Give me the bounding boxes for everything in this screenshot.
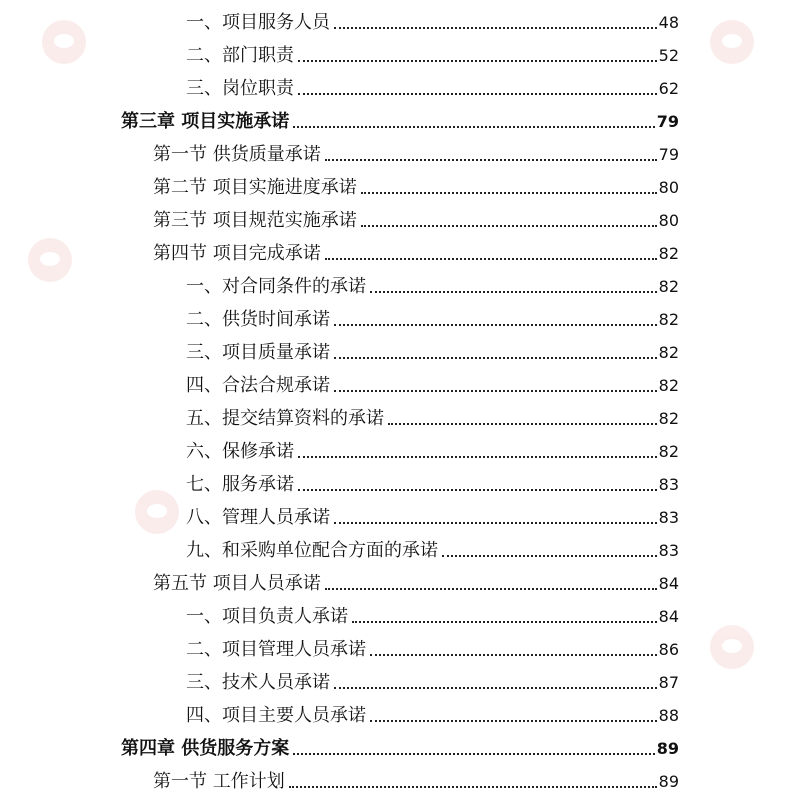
toc-entry-page-number: 82 — [658, 244, 679, 263]
toc-entry-title: 第三章 项目实施承诺 — [121, 111, 290, 132]
toc-entry-page-number: 83 — [658, 541, 679, 560]
toc-entry[interactable] — [153, 166, 679, 199]
dot-leader — [334, 324, 657, 326]
toc-entry-page-number: 88 — [658, 706, 679, 725]
toc-entry-title: 第四节 项目完成承诺 — [153, 243, 321, 264]
toc-entry[interactable] — [153, 133, 679, 166]
toc-entry[interactable] — [186, 463, 679, 496]
toc-entry-title: 三、项目质量承诺 — [186, 342, 330, 363]
toc-entry[interactable] — [186, 496, 679, 529]
toc-entry-page-number: 84 — [658, 574, 679, 593]
toc-entry[interactable] — [186, 364, 679, 397]
dot-leader — [298, 489, 657, 491]
dot-leader — [370, 654, 657, 656]
dot-leader — [298, 60, 657, 62]
toc-entry[interactable] — [186, 694, 679, 727]
toc-entry-title: 九、和采购单位配合方面的承诺 — [186, 540, 438, 561]
toc-entry-page-number: 82 — [658, 409, 679, 428]
toc-entry[interactable] — [186, 397, 679, 430]
toc-entry-page-number: 83 — [658, 508, 679, 527]
toc-chapter-entry[interactable] — [121, 727, 679, 760]
toc-entry-title: 第五节 项目人员承诺 — [153, 573, 321, 594]
toc-entry-title: 第一节 工作计划 — [153, 771, 285, 792]
toc-entry-title: 第四章 供货服务方案 — [121, 738, 290, 759]
dot-leader — [352, 621, 657, 623]
toc-entry[interactable] — [186, 661, 679, 694]
toc-entry-page-number: 80 — [658, 211, 679, 230]
toc-entry[interactable] — [186, 265, 679, 298]
toc-entry-title: 第二节 项目实施进度承诺 — [153, 177, 357, 198]
toc-entry[interactable] — [153, 760, 679, 793]
dot-leader — [370, 291, 657, 293]
dot-leader — [334, 357, 657, 359]
toc-entry-page-number: 83 — [658, 475, 679, 494]
toc-entry[interactable] — [153, 562, 679, 595]
toc-entry-page-number: 52 — [658, 46, 679, 65]
dot-leader — [361, 192, 657, 194]
toc-entry-page-number: 48 — [658, 13, 679, 32]
toc-entry[interactable] — [186, 67, 679, 100]
toc-entry-title: 三、技术人员承诺 — [186, 672, 330, 693]
dot-leader — [334, 27, 657, 29]
toc-entry[interactable] — [186, 430, 679, 463]
dot-leader — [361, 225, 657, 227]
toc-entry[interactable] — [186, 34, 679, 67]
toc-entry-page-number: 79 — [656, 112, 679, 131]
dot-leader — [298, 93, 657, 95]
toc-entry-title: 四、合法合规承诺 — [186, 375, 330, 396]
toc-entry[interactable] — [153, 199, 679, 232]
toc-entry-title: 七、服务承诺 — [186, 474, 294, 495]
dot-leader — [325, 588, 657, 590]
toc-entry-page-number: 82 — [658, 376, 679, 395]
toc-entry-title: 一、对合同条件的承诺 — [186, 276, 366, 297]
toc-entry[interactable] — [186, 331, 679, 364]
toc-entry-page-number: 86 — [658, 640, 679, 659]
toc-entry-page-number: 79 — [658, 145, 679, 164]
toc-entry-title: 三、岗位职责 — [186, 78, 294, 99]
dot-leader — [289, 786, 657, 788]
dot-leader — [334, 687, 657, 689]
toc-entry-page-number: 82 — [658, 343, 679, 362]
dot-leader — [293, 753, 654, 755]
toc-entry-page-number: 87 — [658, 673, 679, 692]
dot-leader — [298, 456, 657, 458]
toc-entry[interactable] — [186, 595, 679, 628]
dot-leader — [334, 390, 657, 392]
toc-entry-title: 五、提交结算资料的承诺 — [186, 408, 384, 429]
toc-entry-title: 第一节 供货质量承诺 — [153, 144, 321, 165]
toc-entry-page-number: 82 — [658, 310, 679, 329]
toc-entry-title: 二、供货时间承诺 — [186, 309, 330, 330]
toc-entry-page-number: 62 — [658, 79, 679, 98]
toc-entry-title: 一、项目负责人承诺 — [186, 606, 348, 627]
toc-entry-title: 第三节 项目规范实施承诺 — [153, 210, 357, 231]
dot-leader — [325, 258, 657, 260]
toc-entry-page-number: 82 — [658, 442, 679, 461]
toc-entry[interactable] — [186, 298, 679, 331]
toc-entry[interactable] — [186, 628, 679, 661]
toc-entry-page-number: 89 — [656, 739, 679, 758]
toc-entry[interactable] — [153, 232, 679, 265]
toc-entry-page-number: 84 — [658, 607, 679, 626]
toc-chapter-entry[interactable] — [121, 100, 679, 133]
toc-entry-title: 一、项目服务人员 — [186, 12, 330, 33]
dot-leader — [442, 555, 657, 557]
toc-entry[interactable] — [186, 1, 679, 34]
toc-entry-title: 八、管理人员承诺 — [186, 507, 330, 528]
dot-leader — [370, 720, 657, 722]
dot-leader — [325, 159, 657, 161]
toc-entry-page-number: 80 — [658, 178, 679, 197]
dot-leader — [388, 423, 657, 425]
toc-entry-title: 六、保修承诺 — [186, 441, 294, 462]
dot-leader — [334, 522, 657, 524]
toc-entry-page-number: 89 — [658, 772, 679, 791]
toc-entry-title: 四、项目主要人员承诺 — [186, 705, 366, 726]
toc-entry-title: 二、部门职责 — [186, 45, 294, 66]
toc-entry[interactable] — [186, 529, 679, 562]
toc-entry-page-number: 82 — [658, 277, 679, 296]
dot-leader — [293, 126, 654, 128]
toc-entry-title: 二、项目管理人员承诺 — [186, 639, 366, 660]
